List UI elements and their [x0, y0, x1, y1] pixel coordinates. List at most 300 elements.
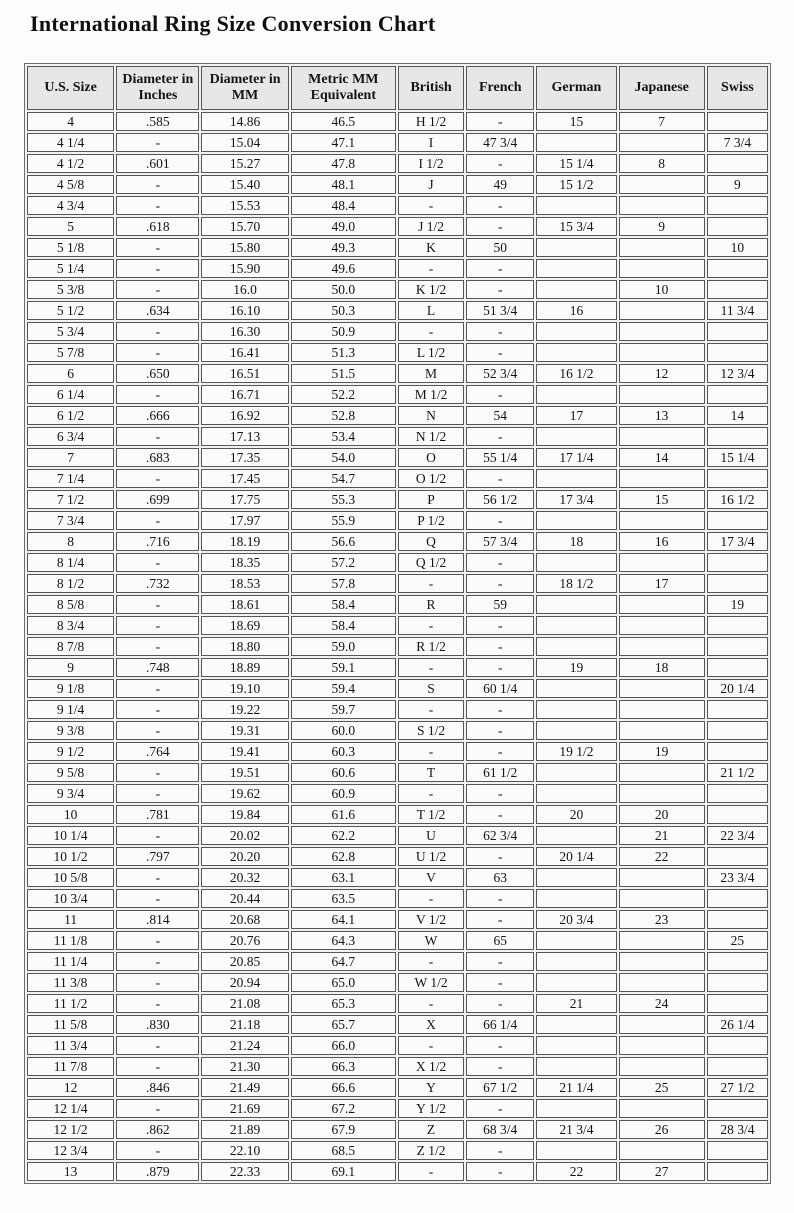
cell: 8 5/8 — [27, 595, 114, 614]
cell: 15.27 — [201, 154, 288, 173]
cell: - — [398, 952, 464, 971]
cell: K — [398, 238, 464, 257]
cell: 18.35 — [201, 553, 288, 572]
cell: 21.69 — [201, 1099, 288, 1118]
cell — [707, 952, 768, 971]
cell: 9 — [27, 658, 114, 677]
cell: 17.75 — [201, 490, 288, 509]
cell: M 1/2 — [398, 385, 464, 404]
cell: 13 — [27, 1162, 114, 1181]
cell: 58.4 — [291, 595, 396, 614]
cell: 17.45 — [201, 469, 288, 488]
cell: - — [116, 637, 199, 656]
column-header: French — [466, 66, 534, 110]
cell: - — [466, 889, 534, 908]
cell: 67.2 — [291, 1099, 396, 1118]
cell: R — [398, 595, 464, 614]
cell: 59.7 — [291, 700, 396, 719]
cell: 17 — [619, 574, 705, 593]
cell — [619, 616, 705, 635]
cell: - — [398, 322, 464, 341]
table-row — [27, 406, 768, 425]
cell: Z — [398, 1120, 464, 1139]
cell: 55.3 — [291, 490, 396, 509]
cell: 15 — [619, 490, 705, 509]
cell: 6 3/4 — [27, 427, 114, 446]
table-row — [27, 1015, 768, 1034]
table-row — [27, 595, 768, 614]
cell: - — [466, 280, 534, 299]
cell: 8 3/4 — [27, 616, 114, 635]
cell: 16 — [536, 301, 616, 320]
cell — [536, 973, 616, 992]
cell: 60.6 — [291, 763, 396, 782]
cell: 18.61 — [201, 595, 288, 614]
cell — [536, 511, 616, 530]
table-row — [27, 364, 768, 383]
table-row — [27, 1120, 768, 1139]
cell — [536, 721, 616, 740]
cell: 5 — [27, 217, 114, 236]
cell: Q 1/2 — [398, 553, 464, 572]
cell — [536, 679, 616, 698]
cell: 12 3/4 — [27, 1141, 114, 1160]
table-row — [27, 868, 768, 887]
cell: 5 3/8 — [27, 280, 114, 299]
cell: .732 — [116, 574, 199, 593]
cell: 48.4 — [291, 196, 396, 215]
cell: 16.30 — [201, 322, 288, 341]
cell: 7 1/2 — [27, 490, 114, 509]
cell: 15 1/4 — [536, 154, 616, 173]
cell: 16.92 — [201, 406, 288, 425]
cell: 64.7 — [291, 952, 396, 971]
cell: Q — [398, 532, 464, 551]
cell: 16.71 — [201, 385, 288, 404]
cell: .601 — [116, 154, 199, 173]
cell: 17 3/4 — [536, 490, 616, 509]
cell — [707, 784, 768, 803]
cell: 4 1/2 — [27, 154, 114, 173]
cell: 51.3 — [291, 343, 396, 362]
cell — [536, 868, 616, 887]
cell: - — [398, 658, 464, 677]
cell — [536, 616, 616, 635]
cell — [536, 1141, 616, 1160]
cell: 27 — [619, 1162, 705, 1181]
table-row — [27, 154, 768, 173]
cell: 60.9 — [291, 784, 396, 803]
cell: - — [116, 1036, 199, 1055]
cell: 49.0 — [291, 217, 396, 236]
cell — [619, 637, 705, 656]
cell — [536, 637, 616, 656]
table-row — [27, 238, 768, 257]
cell: 47.8 — [291, 154, 396, 173]
cell — [536, 1015, 616, 1034]
cell: 16 — [619, 532, 705, 551]
cell: - — [116, 133, 199, 152]
cell: 16 1/2 — [707, 490, 768, 509]
cell: - — [398, 700, 464, 719]
cell: 26 1/4 — [707, 1015, 768, 1034]
cell: 22.33 — [201, 1162, 288, 1181]
cell: H 1/2 — [398, 112, 464, 131]
cell: 18 — [619, 658, 705, 677]
cell: 12 1/4 — [27, 1099, 114, 1118]
table-row — [27, 553, 768, 572]
table-row — [27, 385, 768, 404]
cell: - — [116, 763, 199, 782]
cell: 9 1/8 — [27, 679, 114, 698]
cell: 12 3/4 — [707, 364, 768, 383]
cell: 64.3 — [291, 931, 396, 950]
cell — [707, 196, 768, 215]
cell — [707, 973, 768, 992]
cell: 17 3/4 — [707, 532, 768, 551]
cell: - — [398, 742, 464, 761]
cell: X — [398, 1015, 464, 1034]
cell: .716 — [116, 532, 199, 551]
cell: 9 3/4 — [27, 784, 114, 803]
cell: 5 1/4 — [27, 259, 114, 278]
cell: 21 3/4 — [536, 1120, 616, 1139]
cell: 20.94 — [201, 973, 288, 992]
cell: - — [466, 742, 534, 761]
cell — [619, 427, 705, 446]
cell: - — [466, 322, 534, 341]
table-row — [27, 427, 768, 446]
cell: 4 3/4 — [27, 196, 114, 215]
table-row — [27, 889, 768, 908]
cell: S 1/2 — [398, 721, 464, 740]
cell: 46.5 — [291, 112, 396, 131]
cell: .764 — [116, 742, 199, 761]
table-row — [27, 1036, 768, 1055]
cell: 54.7 — [291, 469, 396, 488]
cell — [619, 784, 705, 803]
cell: 54.0 — [291, 448, 396, 467]
cell: 20 — [536, 805, 616, 824]
cell — [707, 217, 768, 236]
table-container — [24, 63, 794, 1184]
cell: 18.53 — [201, 574, 288, 593]
cell: 59.4 — [291, 679, 396, 698]
cell: 22 — [619, 847, 705, 866]
cell: - — [466, 658, 534, 677]
cell — [619, 679, 705, 698]
cell: 20.76 — [201, 931, 288, 950]
cell: 18 1/2 — [536, 574, 616, 593]
cell: 62 3/4 — [466, 826, 534, 845]
cell: 15 1/2 — [536, 175, 616, 194]
cell: R 1/2 — [398, 637, 464, 656]
cell: M — [398, 364, 464, 383]
cell — [536, 595, 616, 614]
cell: - — [116, 385, 199, 404]
cell — [536, 931, 616, 950]
cell — [536, 469, 616, 488]
cell: W — [398, 931, 464, 950]
cell: - — [466, 385, 534, 404]
cell: 10 — [27, 805, 114, 824]
cell: L — [398, 301, 464, 320]
cell: 8 — [619, 154, 705, 173]
cell — [536, 889, 616, 908]
cell: 54 — [466, 406, 534, 425]
cell: .797 — [116, 847, 199, 866]
cell: - — [466, 973, 534, 992]
cell: 20.32 — [201, 868, 288, 887]
cell: 15.53 — [201, 196, 288, 215]
cell: 23 3/4 — [707, 868, 768, 887]
cell: 52.2 — [291, 385, 396, 404]
cell — [536, 385, 616, 404]
cell — [707, 553, 768, 572]
cell: - — [466, 112, 534, 131]
cell — [619, 700, 705, 719]
cell: 14.86 — [201, 112, 288, 131]
table-row — [27, 511, 768, 530]
cell: 9 — [619, 217, 705, 236]
cell: 20 1/4 — [536, 847, 616, 866]
cell: 6 1/2 — [27, 406, 114, 425]
cell — [707, 700, 768, 719]
cell: - — [116, 280, 199, 299]
cell: 51 3/4 — [466, 301, 534, 320]
table-row — [27, 784, 768, 803]
cell: 49.3 — [291, 238, 396, 257]
table-row — [27, 658, 768, 677]
cell: 4 5/8 — [27, 175, 114, 194]
cell: 21 — [536, 994, 616, 1013]
cell — [707, 1099, 768, 1118]
cell: - — [466, 343, 534, 362]
cell: - — [466, 700, 534, 719]
cell: 19 1/2 — [536, 742, 616, 761]
cell — [707, 385, 768, 404]
cell — [536, 1099, 616, 1118]
cell: P 1/2 — [398, 511, 464, 530]
cell: 11 7/8 — [27, 1057, 114, 1076]
table-row — [27, 259, 768, 278]
cell: O 1/2 — [398, 469, 464, 488]
cell: L 1/2 — [398, 343, 464, 362]
cell — [707, 847, 768, 866]
cell: 60.0 — [291, 721, 396, 740]
cell: - — [116, 553, 199, 572]
cell: - — [466, 427, 534, 446]
cell — [707, 1141, 768, 1160]
cell — [619, 511, 705, 530]
cell: 11 1/2 — [27, 994, 114, 1013]
table-row — [27, 1141, 768, 1160]
cell: 28 3/4 — [707, 1120, 768, 1139]
cell: .862 — [116, 1120, 199, 1139]
cell: - — [466, 574, 534, 593]
cell: - — [116, 1141, 199, 1160]
column-header: U.S. Size — [27, 66, 114, 110]
table-row — [27, 1099, 768, 1118]
cell: 21.89 — [201, 1120, 288, 1139]
cell — [707, 322, 768, 341]
cell: 55 1/4 — [466, 448, 534, 467]
table-row — [27, 1057, 768, 1076]
cell: 20.02 — [201, 826, 288, 845]
table-row — [27, 637, 768, 656]
cell: O — [398, 448, 464, 467]
cell — [707, 259, 768, 278]
cell: - — [116, 238, 199, 257]
table-row — [27, 175, 768, 194]
cell — [536, 343, 616, 362]
cell: V — [398, 868, 464, 887]
cell: 4 — [27, 112, 114, 131]
cell — [707, 910, 768, 929]
cell — [707, 427, 768, 446]
cell: 65.0 — [291, 973, 396, 992]
cell: V 1/2 — [398, 910, 464, 929]
cell: .666 — [116, 406, 199, 425]
cell: 19.10 — [201, 679, 288, 698]
cell: 20.85 — [201, 952, 288, 971]
cell: 21 1/4 — [536, 1078, 616, 1097]
cell: .618 — [116, 217, 199, 236]
table-row — [27, 280, 768, 299]
cell — [707, 805, 768, 824]
cell: 10 1/2 — [27, 847, 114, 866]
cell — [619, 889, 705, 908]
cell: - — [398, 784, 464, 803]
cell: 21 1/2 — [707, 763, 768, 782]
cell: 59.1 — [291, 658, 396, 677]
table-row — [27, 343, 768, 362]
cell: Z 1/2 — [398, 1141, 464, 1160]
cell: 48.1 — [291, 175, 396, 194]
cell: 25 — [707, 931, 768, 950]
table-row — [27, 679, 768, 698]
cell — [619, 1057, 705, 1076]
cell: 11 3/4 — [707, 301, 768, 320]
cell: - — [466, 511, 534, 530]
cell: 57.8 — [291, 574, 396, 593]
cell: - — [466, 994, 534, 1013]
cell — [536, 700, 616, 719]
cell: 17.97 — [201, 511, 288, 530]
cell — [619, 1015, 705, 1034]
table-row — [27, 616, 768, 635]
cell: - — [398, 1162, 464, 1181]
cell: N 1/2 — [398, 427, 464, 446]
cell: U — [398, 826, 464, 845]
cell — [619, 133, 705, 152]
cell: 63.5 — [291, 889, 396, 908]
cell — [536, 322, 616, 341]
cell: 16.41 — [201, 343, 288, 362]
cell: - — [466, 1141, 534, 1160]
cell — [619, 1141, 705, 1160]
cell — [619, 301, 705, 320]
cell: - — [116, 994, 199, 1013]
cell: - — [398, 574, 464, 593]
cell: 16.0 — [201, 280, 288, 299]
cell: 66.0 — [291, 1036, 396, 1055]
cell: 7 — [619, 112, 705, 131]
cell: 5 1/8 — [27, 238, 114, 257]
cell: 5 3/4 — [27, 322, 114, 341]
cell — [619, 868, 705, 887]
cell: 18.69 — [201, 616, 288, 635]
cell: - — [466, 805, 534, 824]
cell: 19.22 — [201, 700, 288, 719]
cell — [619, 343, 705, 362]
table-row — [27, 1162, 768, 1181]
cell: - — [116, 931, 199, 950]
cell: T — [398, 763, 464, 782]
table-row — [27, 448, 768, 467]
cell: 27 1/2 — [707, 1078, 768, 1097]
cell: 58.4 — [291, 616, 396, 635]
cell: X 1/2 — [398, 1057, 464, 1076]
cell: - — [116, 973, 199, 992]
page-title: International Ring Size Conversion Chart — [30, 11, 436, 36]
table-row — [27, 742, 768, 761]
cell: 19.62 — [201, 784, 288, 803]
cell: - — [466, 154, 534, 173]
cell: 12 — [619, 364, 705, 383]
cell: 9 1/4 — [27, 700, 114, 719]
cell: 61 1/2 — [466, 763, 534, 782]
cell: 49 — [466, 175, 534, 194]
cell: 63.1 — [291, 868, 396, 887]
cell: - — [398, 259, 464, 278]
column-header: Diameter in MM — [201, 66, 288, 110]
cell: - — [466, 616, 534, 635]
cell: - — [116, 679, 199, 698]
cell: - — [466, 1162, 534, 1181]
cell: - — [466, 217, 534, 236]
cell — [536, 280, 616, 299]
cell: 22 — [536, 1162, 616, 1181]
cell — [707, 469, 768, 488]
cell: 22 3/4 — [707, 826, 768, 845]
cell — [536, 553, 616, 572]
cell: 68.5 — [291, 1141, 396, 1160]
cell: 66.3 — [291, 1057, 396, 1076]
cell: - — [466, 196, 534, 215]
cell: Y — [398, 1078, 464, 1097]
cell: - — [398, 196, 464, 215]
cell: 10 5/8 — [27, 868, 114, 887]
cell — [619, 322, 705, 341]
table-row — [27, 133, 768, 152]
cell: - — [466, 721, 534, 740]
cell: 64.1 — [291, 910, 396, 929]
cell — [619, 385, 705, 404]
cell: 21.08 — [201, 994, 288, 1013]
cell — [536, 1036, 616, 1055]
cell — [536, 784, 616, 803]
cell: 59.0 — [291, 637, 396, 656]
cell: 6 1/4 — [27, 385, 114, 404]
cell: 21.24 — [201, 1036, 288, 1055]
cell: - — [398, 1036, 464, 1055]
table-row — [27, 1078, 768, 1097]
cell: 11 — [27, 910, 114, 929]
cell: 17.13 — [201, 427, 288, 446]
cell: 15.80 — [201, 238, 288, 257]
table-row — [27, 721, 768, 740]
